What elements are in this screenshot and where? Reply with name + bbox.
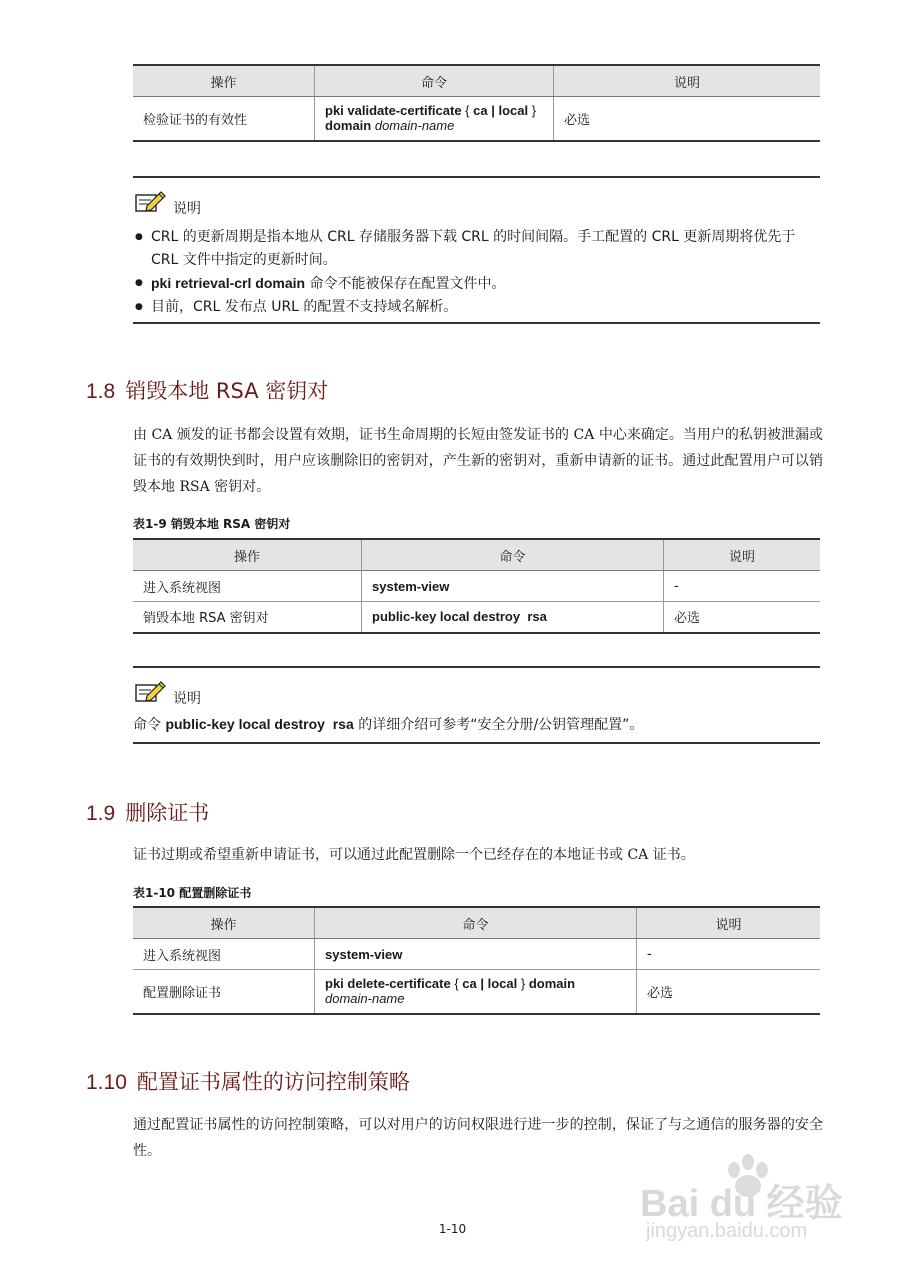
cell-desc: 必选 bbox=[637, 970, 821, 1014]
table-caption: 表1-10 配置删除证书 bbox=[133, 886, 252, 900]
col-header-op: 操作 bbox=[133, 65, 315, 97]
table-destroy-rsa bbox=[133, 538, 820, 634]
table-row bbox=[133, 97, 820, 141]
cell-cmd: system-view bbox=[315, 939, 637, 970]
note-bullet: ● CRL 的更新周期是指本地从 CRL 存储服务器下载 CRL 的时间间隔。手工配置的 CRL 更新周期将优先于 CRL 文件中指定的更新时间。 bbox=[133, 226, 820, 272]
watermark bbox=[640, 1150, 880, 1250]
section-heading-1-9: 1.9 删除证书 bbox=[86, 801, 210, 825]
watermark-brand: Bai du 经验 bbox=[640, 1183, 843, 1225]
table-row bbox=[133, 970, 820, 1014]
cell-desc: - bbox=[664, 571, 821, 602]
col-header-cmd: 命令 bbox=[315, 65, 554, 97]
cell-op: 销毁本地 RSA 密钥对 bbox=[133, 602, 362, 633]
section-paragraph: 由 CA 颁发的证书都会设置有效期，证书生命周期的长短由签发证书的 CA 中心来确定。当用户的私钥被泄漏或证书的有效期快到时，用户应该删除旧的密钥对，产生新的密钥对，重新申请新的证书。通过此配置用户可以销毁本地 RSA 密钥对。 bbox=[133, 427, 823, 495]
note-text: 命令 public-key local destroy rsa 的详细介绍可参考“安全分册/公钥管理配置”。 bbox=[133, 716, 644, 733]
note-label: 说明 bbox=[173, 691, 201, 707]
col-header-op: 操作 bbox=[133, 539, 362, 571]
cell-op: 检验证书的有效性 bbox=[133, 97, 315, 141]
table-row bbox=[133, 571, 820, 602]
page-number: 1-10 bbox=[438, 1222, 467, 1236]
table-validate-certificate bbox=[133, 64, 820, 142]
cell-desc: 必选 bbox=[664, 602, 821, 633]
section-paragraph: 通过配置证书属性的访问控制策略，可以对用户的访问权限进行进一步的控制，保证了与之通信的服务器的安全性。 bbox=[133, 1117, 823, 1159]
cell-op: 进入系统视图 bbox=[133, 939, 315, 970]
table-delete-certificate bbox=[133, 906, 820, 1015]
col-header-cmd: 命令 bbox=[362, 539, 664, 571]
note-pencil-icon bbox=[133, 189, 167, 215]
cell-desc: 必选 bbox=[554, 97, 821, 141]
cell-cmd: pki delete-certificate { ca | local } domain domain-name bbox=[315, 970, 637, 1014]
cell-desc: - bbox=[637, 939, 821, 970]
note-bullet: ● pki retrieval-crl domain 命令不能被保存在配置文件中。 bbox=[133, 272, 820, 296]
col-header-desc: 说明 bbox=[664, 539, 821, 571]
col-header-desc: 说明 bbox=[637, 907, 821, 939]
note-label: 说明 bbox=[173, 201, 201, 217]
note-pencil-icon bbox=[133, 679, 167, 705]
note-box-crl bbox=[133, 176, 820, 324]
note-box-rsa bbox=[133, 666, 820, 744]
col-header-desc: 说明 bbox=[554, 65, 821, 97]
note-bullet: ● 目前，CRL 发布点 URL 的配置不支持域名解析。 bbox=[133, 296, 820, 319]
cell-op: 进入系统视图 bbox=[133, 571, 362, 602]
col-header-cmd: 命令 bbox=[315, 907, 637, 939]
cell-cmd: public-key local destroy rsa bbox=[362, 602, 664, 633]
col-header-op: 操作 bbox=[133, 907, 315, 939]
cell-op: 配置删除证书 bbox=[133, 970, 315, 1014]
cell-cmd: pki validate-certificate { ca | local } domain domain-name bbox=[315, 97, 554, 141]
section-heading-1-10: 1.10 配置证书属性的访问控制策略 bbox=[86, 1070, 410, 1094]
table-row bbox=[133, 602, 820, 633]
cell-cmd: system-view bbox=[362, 571, 664, 602]
watermark-url: jingyan.baidu.com bbox=[646, 1220, 808, 1242]
table-row bbox=[133, 939, 820, 970]
section-heading-1-8: 1.8 销毁本地 RSA 密钥对 bbox=[86, 379, 329, 403]
table-caption: 表1-9 销毁本地 RSA 密钥对 bbox=[133, 517, 291, 531]
section-paragraph: 证书过期或希望重新申请证书，可以通过此配置删除一个已经存在的本地证书或 CA 证书。 bbox=[133, 847, 695, 863]
